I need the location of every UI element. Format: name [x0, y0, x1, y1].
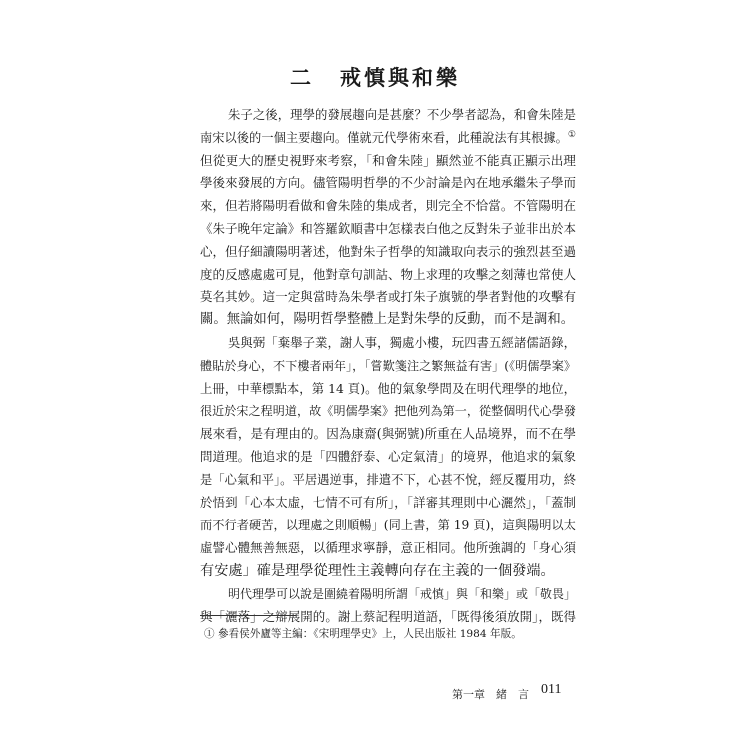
text-line — [200, 286, 576, 309]
text-line — [200, 400, 576, 423]
text-line — [200, 583, 576, 606]
text-line-content: 體貼於身心，不下樓者兩年」，「嘗歎箋注之繁無益有害」(《明儒學案》 — [200, 358, 576, 373]
footnote-marker: ① — [204, 628, 215, 640]
text-line — [200, 195, 576, 218]
text-line — [200, 514, 576, 537]
text-line-content: 關。無論如何，陽明哲學整體上是對朱學的反動，而不是調和。 — [200, 312, 575, 328]
text-line — [200, 150, 576, 173]
text-line — [200, 355, 576, 378]
text-line-content: 南宋以後的一個主要趨向。僅就元代學術來看，此種說法有其根據。 — [200, 130, 568, 145]
text-line — [200, 446, 576, 469]
text-line-content: 明代理學可以說是圍繞着陽明所謂「戒慎」與「和樂」或「敬畏」 — [228, 586, 576, 601]
text-line-content: 度的反感處處可見，他對章句訓詁、物上求理的攻擊之刻薄也常使人 — [200, 266, 576, 282]
section-heading — [0, 62, 750, 92]
text-line — [200, 172, 576, 195]
text-line-content: 很近於宋之程明道，故《明儒學案》把他列為第一，從整個明代心學發 — [200, 404, 576, 419]
text-line — [200, 537, 576, 560]
footnote-reference: ① — [567, 129, 576, 140]
text-line — [200, 218, 576, 241]
text-line-content: 而不行者硬苦，以理處之則順暢」(同上書，第 19 頁)，這與陽明以太 — [200, 518, 576, 533]
text-line-content: 吳與弼「棄舉子業，謝人事，獨處小樓，玩四書五經諸儒語錄， — [228, 335, 576, 350]
text-line-content: 學後來發展的方向。儘管陽明哲學的不少討論是內在地承繼朱子學而 — [200, 175, 576, 191]
text-line-content: 與「灑落」之辯展開的。謝上蔡記程明道語，「既得後須放開」，既得 — [200, 608, 576, 624]
text-line — [200, 469, 576, 492]
text-line — [200, 241, 576, 264]
text-line-content: 虛譬心體無善無惡，以循理求寧靜，意正相同。他所強調的「身心須 — [200, 540, 576, 556]
text-line-content: 有安處」確是理學從理性主義轉向存在主義的一個發端。 — [200, 562, 555, 579]
text-line — [200, 560, 576, 583]
text-line-content: 來，但若將陽明看做和會朱陸的集成者，則完全不恰當。不管陽明在 — [200, 198, 576, 214]
footnote-rule — [200, 615, 296, 616]
text-line — [200, 309, 576, 332]
text-line-content: 於悟到「心本太虛，七情不可有所」，「詳審其理則中心灑然」，「蓋制 — [200, 494, 576, 510]
text-line — [200, 127, 576, 150]
section-title: 戒慎與和樂 — [340, 65, 460, 90]
text-line-content: 上冊，中華標點本，第 14 頁)。他的氣象學問及在明代理學的地位， — [200, 381, 576, 396]
text-line — [200, 264, 576, 287]
page-number: 011 — [541, 682, 562, 697]
text-line-content: 《朱子晚年定論》和答羅欽順書中怎樣表白他之反對朱子並非出於本 — [200, 220, 576, 236]
text-line — [200, 332, 576, 355]
footnote-text: 參看侯外廬等主編：《宋明理學史》上，人民出版社 1984 年版。 — [217, 628, 522, 640]
text-line-content: 是「心氣和平」。平居遇逆事，排遣不下，心甚不悅，經反覆用功，終 — [200, 472, 576, 487]
text-line-content: 朱子之後，理學的發展趨向是甚麼？不少學者認為，和會朱陸是 — [228, 108, 576, 122]
text-line — [200, 492, 576, 515]
text-line — [200, 104, 576, 127]
text-line — [200, 378, 576, 401]
text-line — [200, 423, 576, 446]
text-line-content: 但從更大的歷史視野來考察，「和會朱陸」顯然並不能真正顯示出理 — [200, 152, 576, 168]
text-line-content: 問道理。他追求的是「四體舒泰、心定氣清」的境界，他追求的氣象 — [200, 448, 576, 464]
text-line — [200, 606, 576, 629]
body-text — [200, 104, 576, 628]
text-line-content: 展來看，是有理由的。因為康齋(與弼號)所重在人品境界，而不在學 — [200, 426, 576, 442]
text-line-content: 莫名其妙。這一定與當時為朱學者或打朱子旗號的學者對他的攻擊有 — [200, 289, 576, 305]
section-number: 二 — [290, 65, 314, 90]
footnote — [204, 626, 522, 641]
text-line-content: 心，但仔細讀陽明著述，他對朱子哲學的知識取向表示的強烈甚至過 — [200, 243, 576, 259]
running-head: 第一章 緒 言 — [452, 688, 529, 701]
